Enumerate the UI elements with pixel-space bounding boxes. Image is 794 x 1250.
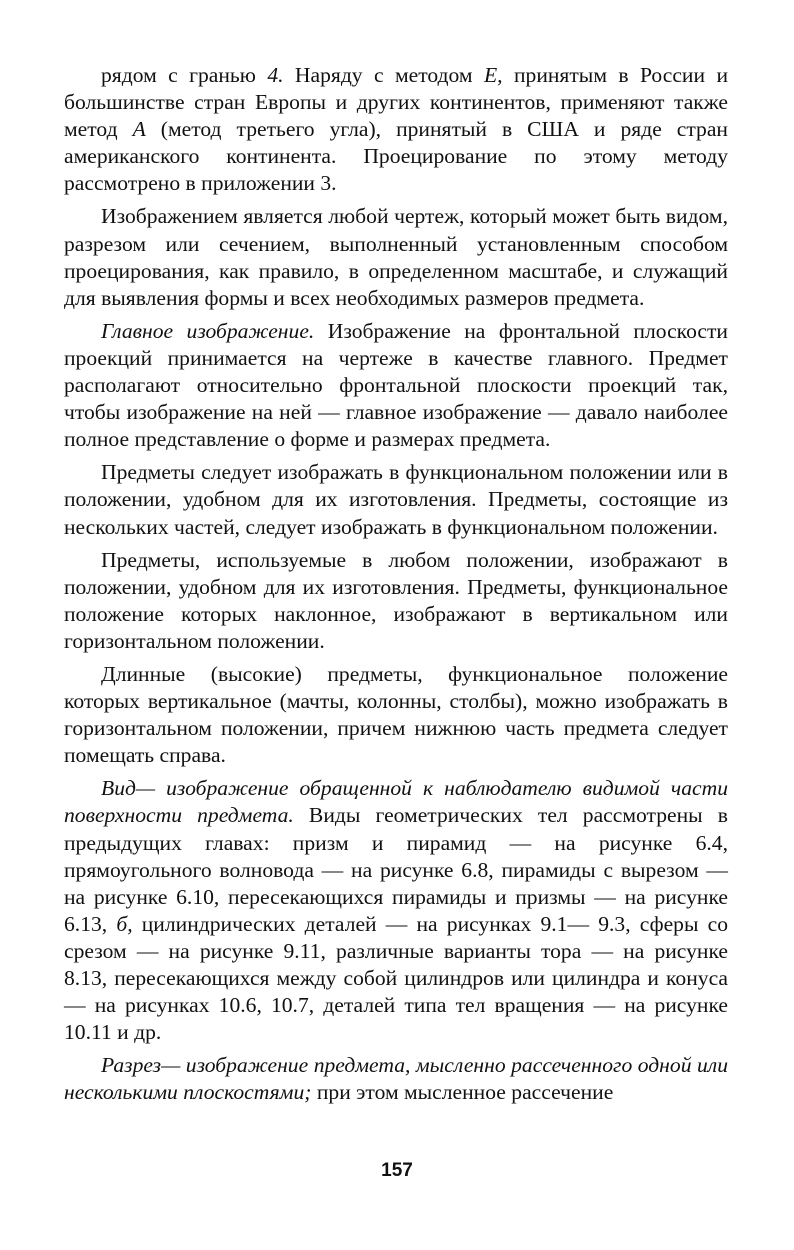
- text-run: Изображение на фронтальной плоскости проекций принимается на чертеже в качестве главного. Предмет располагают относительно фронтальной плоскости проекций так, чтобы изображение на ней — главное изображение — давало наиболее полное представление о форме и размерах предмета.: [64, 318, 728, 452]
- text-run: Предметы следует изображать в функциональном положении или в положении, удобном для их изготовления. Предметы, состоящие из нескольких частей, следует изображать в функциональном положении.: [64, 460, 728, 539]
- page-number: 157: [381, 1160, 413, 1181]
- text-run: Наряду с методом: [283, 63, 484, 87]
- text-run: Длинные (высокие) предметы, функциональное положение которых вертикальное (мачты, колонны, столбы), можно изображать в горизонтальном положении, причем нижнюю часть предмета следует помещать справа.: [64, 661, 728, 768]
- text-run: (метод третьего угла), принятый в США и ряде стран американского континента. Проецирование по этому методу рассмотрено в приложении 3.: [64, 117, 728, 196]
- italic-text-run: А: [132, 117, 146, 142]
- text-run: Изображением является любой чертеж, который может быть видом, разрезом или сечением, выполненный установленным способом проецирования, как правило, в определенном масштабе, и служащий для выявления формы и всех необходимых размеров предмета.: [64, 204, 728, 310]
- italic-text-run: Разрез— изображение предмета, мысленно рассеченного одной или несколькими плоскостями;: [64, 1053, 728, 1105]
- text-run: принятым в России и большинстве стран Европы и других континентов, применяют также метод: [64, 63, 728, 142]
- italic-text-run: б,: [116, 911, 133, 936]
- text-run: Виды геометрических тел рассмотрены в предыдущих главах: призм и пирамид — на рисунке 6.4, прямоугольного волновода — на рисунке 6.8, пирамиды с вырезом — на рисунке 6.10, пересекающихся пирамиды и призмы — на рисунке 6.13,: [64, 803, 728, 936]
- text-run: при этом мысленное рассечение: [311, 1080, 614, 1105]
- body-text: [64, 62, 728, 1106]
- paragraph: [64, 318, 728, 453]
- italic-text-run: Вид— изображение обращенной к наблюдателю видимой части поверхности предмета.: [64, 776, 728, 828]
- text-run: Предметы, используемые в любом положении, изображают в положении, удобном для их изготовления. Предметы, функциональное положение которых наклонное, изображают в вертикальном или горизонтальном положении.: [64, 547, 728, 653]
- paragraph: [64, 775, 728, 1046]
- text-run: цилиндрических деталей — на рисунках 9.1— 9.3, сферы со срезом — на рисунке 9.11, различные варианты тора — на рисунке 8.13, пересекающихся между собой цилиндров или цилиндра и конуса — на рисунках 10.6, 10.7, деталей типа тел вращения — на рисунке 10.11 и др.: [64, 911, 729, 1045]
- text-run: рядом с гранью: [101, 63, 268, 87]
- paragraph: [64, 203, 728, 311]
- paragraph: [64, 661, 728, 769]
- paragraph: [64, 1052, 728, 1106]
- paragraph: [64, 547, 728, 655]
- paragraph: [64, 459, 728, 540]
- italic-text-run: 4.: [267, 63, 284, 87]
- paragraph: [64, 62, 728, 197]
- italic-text-run: Главное изображение.: [101, 318, 315, 343]
- italic-text-run: Е,: [483, 63, 503, 87]
